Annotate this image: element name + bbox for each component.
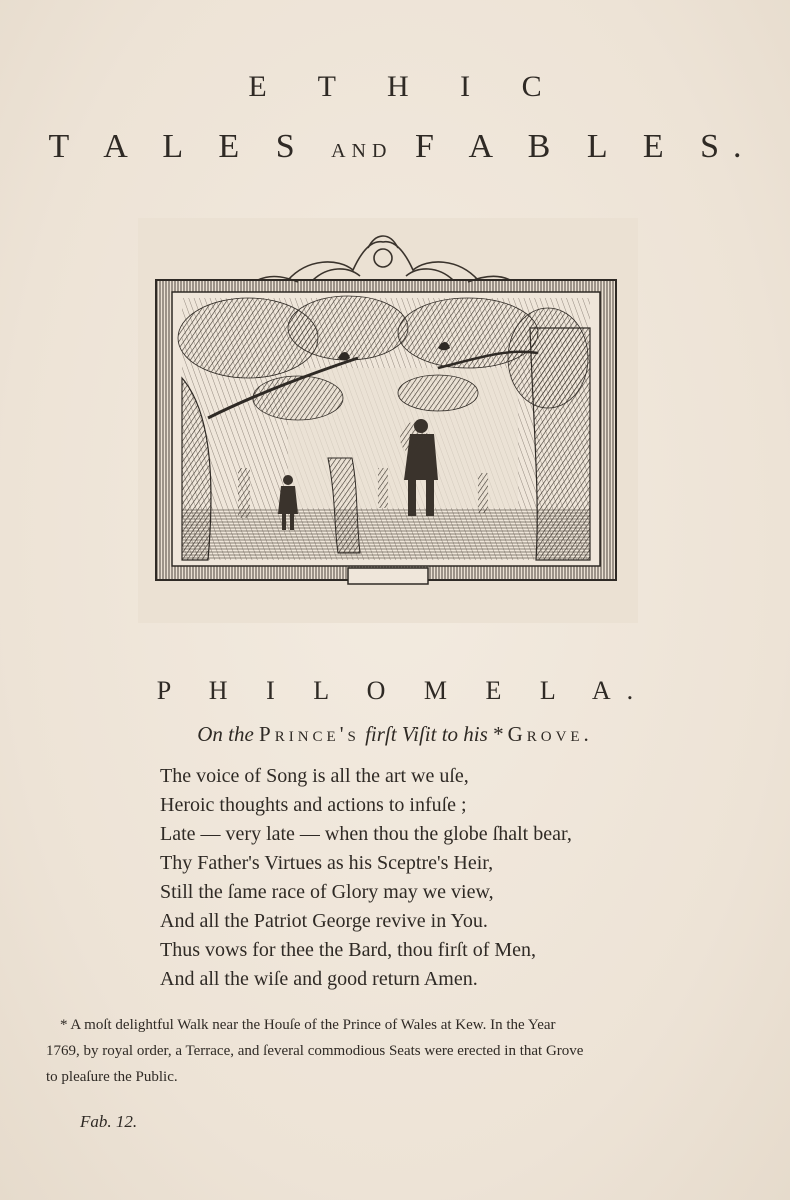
poem-line: And all the wiſe and good return Amen. <box>160 968 478 990</box>
fable-subheading <box>0 722 790 747</box>
poem-line: Heroic thoughts and actions to infuſe ; <box>160 794 467 816</box>
title-line-2 <box>0 128 790 166</box>
engraving-plate <box>138 218 638 623</box>
title-fables: F A B L E S. <box>414 128 756 165</box>
footnote <box>46 1012 746 1090</box>
poem-line: Still the ſame race of Glory may we view, <box>160 881 494 903</box>
poem-line: And all the Patriot George revive in You. <box>160 910 488 932</box>
poem-line: Thy Father's Virtues as his Sceptre's Heir, <box>160 852 494 874</box>
sub-on: On <box>197 722 223 746</box>
title-tales: T A L E S <box>48 128 309 165</box>
title-line-1: E T H I C <box>248 70 564 103</box>
poem-line: The voice of Song is all the art we uſe, <box>160 765 469 787</box>
poem <box>160 762 680 994</box>
title-and: AND <box>331 140 393 162</box>
footnote-line: 1769, by royal order, a Terrace, and ſeveral commodious Seats were erected in that Grove <box>46 1043 584 1059</box>
sub-to: to <box>441 722 459 746</box>
signature-mark: Fab. 12. <box>80 1112 138 1131</box>
footnote-line: * A moſt delightful Walk near the Houſe of the Prince of Wales at Kew. In the Year <box>60 1017 556 1033</box>
poem-line: Thus vows for thee the Bard, thou firſt of Men, <box>160 939 537 961</box>
poem-line: Late — very late — when thou the globe ſhalt bear, <box>160 823 572 845</box>
sub-grove: *Grove. <box>493 722 593 746</box>
sub-first: firſt <box>365 722 397 746</box>
fable-heading: P H I L O M E L A. <box>156 676 650 705</box>
footnote-line: to pleaſure the Public. <box>46 1069 178 1085</box>
sub-visit: Viſit <box>401 722 437 746</box>
sub-the: the <box>228 722 254 746</box>
sub-prince: Prince's <box>259 722 360 746</box>
engraved-forest-scene-icon <box>138 218 638 623</box>
sub-his: his <box>463 722 488 746</box>
